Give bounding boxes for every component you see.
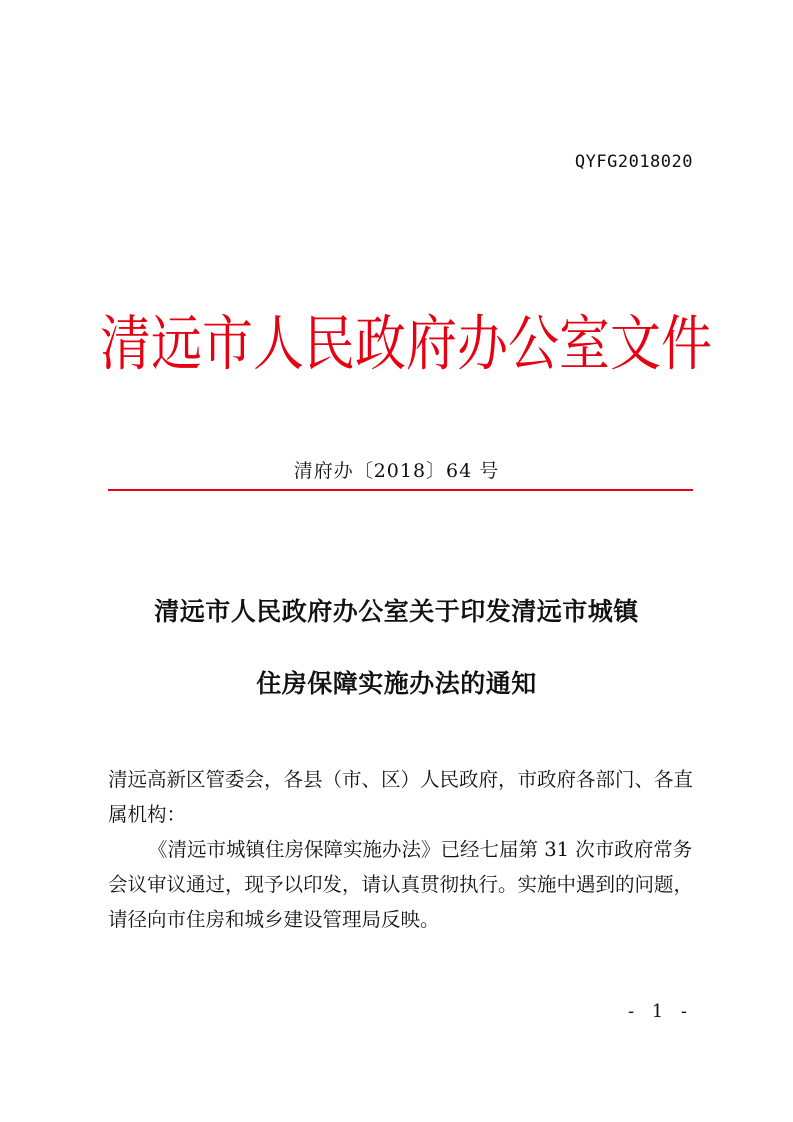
red-divider-line [108, 489, 693, 491]
body-text: 《清远市城镇住房保障实施办法》已经七届第 31 次市政府常务会议审议通过，现予以印发，请认真贯彻执行。实施中遇到的问题，请径向市住房和城乡建设管理局反映。 [108, 838, 694, 931]
salutation [108, 762, 698, 832]
notice-title-line-1: 清远市人民政府办公室关于印发清远市城镇 [154, 597, 639, 626]
masthead-title: 清远市人民政府办公室文件 [100, 310, 713, 380]
page-number: - 1 - [627, 1001, 693, 1022]
document-code: QYFG2018020 [574, 152, 693, 172]
notice-title-line-2: 住房保障实施办法的通知 [256, 669, 537, 698]
document-number: 清府办〔2018〕64 号 [293, 460, 500, 482]
salutation-text: 清远高新区管委会，各县（市、区）人民政府，市政府各部门、各直属机构： [108, 768, 694, 826]
body-paragraph [108, 832, 698, 937]
